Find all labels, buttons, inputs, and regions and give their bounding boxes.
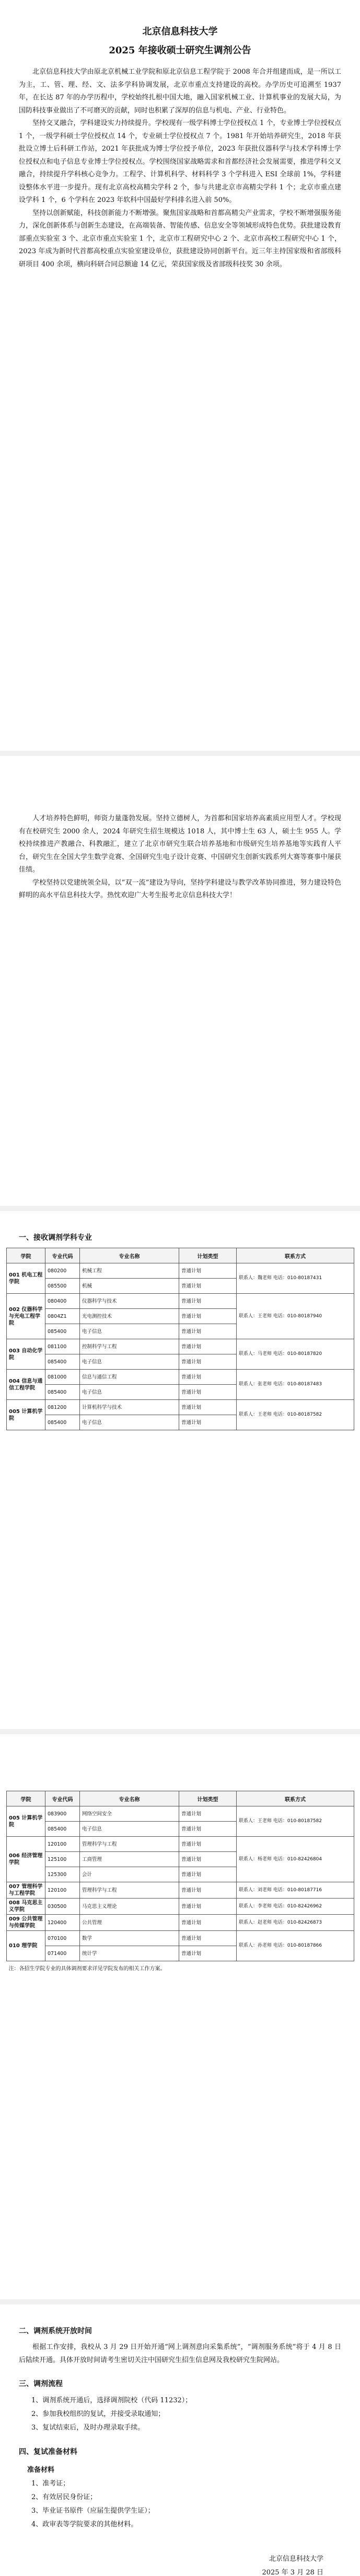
section-heading: 一、接收调剂学科专业 — [19, 1234, 92, 1242]
page-4 — [0, 1734, 360, 2299]
cell-code: 085400 — [45, 1822, 80, 1837]
intro-paragraph: 学校坚持以党建统领全局，以“双一流”建设为导向，坚持学科建设与教学改革协同推进，努力建设特色鲜明的高水平信息科技大学。热忱欢迎广大考生报考北京信息科技大学！ — [19, 878, 341, 899]
cell-plan: 普通计划 — [179, 1339, 237, 1354]
cell-college: 005 计算机学院 — [7, 1806, 45, 1837]
cell-name: 管理科学与工程 — [80, 1882, 179, 1899]
table-header: 联系方式 — [237, 1791, 354, 1806]
list-item: 1、准考证； — [31, 2480, 70, 2488]
cell-code: 080200 — [45, 1263, 80, 1279]
cell-code: 081100 — [45, 1339, 80, 1354]
table-header: 计划类型 — [179, 1791, 237, 1806]
cell-name: 光电测控技术 — [80, 1309, 179, 1324]
cell-code: 0804Z1 — [45, 1309, 80, 1324]
cell-name: 网络空间安全 — [80, 1806, 179, 1822]
cell-plan: 普通计划 — [179, 1279, 237, 1294]
table-header: 联系方式 — [237, 1248, 354, 1263]
cell-name: 统计学 — [80, 1946, 179, 1961]
cell-plan: 普通计划 — [179, 1931, 237, 1946]
cell-name: 电子信息 — [80, 1354, 179, 1370]
cell-plan: 普通计划 — [179, 1946, 237, 1961]
cell-contact: 联系人：王老师 电话：010-80187582 — [237, 1400, 354, 1430]
cell-plan: 普通计划 — [179, 1882, 237, 1899]
list-item: 3、毕业证书原件（应届生提供学生证）； — [31, 2507, 155, 2515]
cell-contact: 联系人：王老师 电话：010-80187940 — [237, 1294, 354, 1339]
table-row — [7, 1837, 354, 1852]
cell-plan: 普通计划 — [179, 1852, 237, 1867]
cell-code: 085400 — [45, 1354, 80, 1370]
page-2 — [0, 756, 360, 1206]
table-row — [7, 1882, 354, 1899]
cell-name: 管理科学与工程 — [80, 1837, 179, 1852]
cell-name: 马克思主义理论 — [80, 1899, 179, 1915]
cell-contact: 联系人：李老师 电话：010-82426962 — [237, 1899, 354, 1915]
table-row — [7, 1370, 354, 1385]
cell-plan: 普通计划 — [179, 1385, 237, 1400]
cell-name: 公共管理 — [80, 1915, 179, 1931]
cell-plan: 普通计划 — [179, 1309, 237, 1324]
cell-contact: 联系人：马老师 电话：010-80187820 — [237, 1339, 354, 1370]
cell-code: 085400 — [45, 1324, 80, 1339]
cell-code: 125300 — [45, 1867, 80, 1882]
cell-plan: 普通计划 — [179, 1400, 237, 1415]
section-heading: 四、复试准备材料 — [19, 2448, 77, 2456]
cell-contact: 联系人：魏老师 电话：010-80187431 — [237, 1263, 354, 1294]
cell-name: 电子信息 — [80, 1415, 179, 1430]
cell-plan: 普通计划 — [179, 1415, 237, 1430]
intro-paragraph: 北京信息科技大学由原北京机械工业学院和原北京信息工程学院于 2008 年合并组建而成，是一所以工为主，工、管、理、经、文、法多学科协调发展，北京市重点支持建设的高校。办学历史可追溯至 1937 年，在长达 87 年的办学历程中，学校始终扎根中国大地，融入国家机械工业、计算机事业的发展大局，为国防科技事业做出了不可磨灭的贡献，同时也积累了深厚的信息与机电、产业、行业特色。 — [19, 68, 341, 115]
cell-plan: 普通计划 — [179, 1370, 237, 1385]
cell-plan: 普通计划 — [179, 1915, 237, 1931]
table-header: 学院 — [7, 1791, 45, 1806]
cell-plan: 普通计划 — [179, 1294, 237, 1309]
page-subtitle: 2025 年接收硕士研究生调剂公告 — [109, 45, 251, 56]
cell-code: 120100 — [45, 1837, 80, 1852]
table-row — [7, 1400, 354, 1415]
signature-org: 北京信息科技大学 — [269, 2555, 323, 2563]
cell-contact: 联系人：王老师 电话：010-80187582 — [237, 1806, 354, 1837]
table-body — [7, 1806, 354, 1961]
cell-code: 120100 — [45, 1882, 80, 1899]
cell-contact: 联系人：张老师 电话：010-80187483 — [237, 1370, 354, 1400]
page-3 — [0, 1211, 360, 1729]
cell-contact: 联系人：孙老师 电话：010-80187866 — [237, 1931, 354, 1961]
cell-contact: 联系人：杨老师 电话：010-82426804 — [237, 1837, 354, 1882]
table-row — [7, 1931, 354, 1946]
table-row — [7, 1806, 354, 1822]
table-row — [7, 1899, 354, 1915]
table-note: 注：各招生学院专业的具体调剂要求详见学院发布的相关工作方案。 — [8, 1965, 166, 1972]
cell-code: 080400 — [45, 1294, 80, 1309]
cell-name: 会计 — [80, 1867, 179, 1882]
cell-plan: 普通计划 — [179, 1899, 237, 1915]
table-row — [7, 1915, 354, 1931]
table-row — [7, 1263, 354, 1279]
cell-name: 机械工程 — [80, 1263, 179, 1279]
cell-plan: 普通计划 — [179, 1822, 237, 1837]
cell-code: 125100 — [45, 1852, 80, 1867]
table-row — [7, 1294, 354, 1309]
cell-college: 003 自动化学院 — [7, 1339, 45, 1370]
cell-code: 085400 — [45, 1385, 80, 1400]
cell-contact: 联系人：刘老师 电话：010-80187716 — [237, 1882, 354, 1899]
table-body — [7, 1263, 354, 1430]
cell-name: 仪器科学与技术 — [80, 1294, 179, 1309]
cell-code: 081200 — [45, 1400, 80, 1415]
cell-college: 001 机电工程学院 — [7, 1263, 45, 1294]
cell-code: 030500 — [45, 1899, 80, 1915]
subsection-heading: 准备材料 — [27, 2466, 55, 2474]
list-item: 1、调剂系统开通后，选择调剂院校（代码 11232）； — [31, 2397, 192, 2404]
cell-college: 010 理学院 — [7, 1931, 45, 1961]
intro-paragraph: 坚持交叉融合，学科建设实力持续提升。学校现有一级学科博士学位授权点 1 个，专业博士学位授权点 1 个，一级学科硕士学位授权点 14 个，专业硕士学位授权点 7 个。1981 年开始培养研究生，2018 年获批设立博士后科研工作站，2021 年获批成为博士学位授予单位，2023 年获批仪器科学与技术学科博士学位授权点和电子信息专业博士学位授权点。学校围绕国家战略需求和首都经济社会发展需要，推进学科交叉融合，持续提升学科核心竞争力。工程学、计算机科学、材料科学 3 个学科进入 ESI 全球前 1%，学科建设整体水平进一步提升。现有北京高校高精尖学科 2 个，参与共建北京市高精尖学科 1 个；北京市重点建设学科 1 个，6 个学科在 2023 年软科中国最好学科排名进入前 50%。 — [19, 119, 341, 204]
section-heading: 三、调剂流程 — [19, 2380, 63, 2388]
cell-plan: 普通计划 — [179, 1263, 237, 1279]
cell-plan: 普通计划 — [179, 1867, 237, 1882]
cell-name: 信息与通信工程 — [80, 1370, 179, 1385]
cell-name: 电子信息 — [80, 1324, 179, 1339]
cell-plan: 普通计划 — [179, 1354, 237, 1370]
admission-table — [6, 1791, 354, 1976]
cell-name: 电子信息 — [80, 1385, 179, 1400]
table-header: 专业名称 — [80, 1791, 179, 1806]
cell-college: 004 信息与通信工程学院 — [7, 1370, 45, 1400]
list-item: 2、有效居民身份证； — [31, 2493, 97, 2501]
list-item: 4、政审表等学院要求的其他材料。 — [31, 2521, 138, 2528]
table-row — [7, 1339, 354, 1354]
cell-plan: 普通计划 — [179, 1324, 237, 1339]
cell-name: 工商管理 — [80, 1852, 179, 1867]
page-5 — [0, 2304, 360, 2576]
cell-name: 控制科学与工程 — [80, 1339, 179, 1354]
cell-name: 计算机科学与技术 — [80, 1400, 179, 1415]
table-header: 专业名称 — [80, 1248, 179, 1263]
cell-college: 007 管理科学与工程学院 — [7, 1882, 45, 1899]
cell-code: 081000 — [45, 1370, 80, 1385]
cell-code: 120400 — [45, 1915, 80, 1931]
cell-code: 070100 — [45, 1931, 80, 1946]
cell-code: 085500 — [45, 1279, 80, 1294]
cell-name: 机械 — [80, 1279, 179, 1294]
cell-plan: 普通计划 — [179, 1837, 237, 1852]
list-item: 3、复试结束后，及时办理录取手续。 — [31, 2424, 145, 2432]
table-header: 专业代码 — [45, 1791, 80, 1806]
table-header: 学院 — [7, 1248, 45, 1263]
cell-name: 电子信息 — [80, 1822, 179, 1837]
section-heading: 二、调剂系统开放时间 — [19, 2327, 92, 2335]
cell-code: 071400 — [45, 1946, 80, 1961]
cell-name: 数学 — [80, 1931, 179, 1946]
cell-code: 085400 — [45, 1415, 80, 1430]
section-paragraph: 根据工作安排，我校从 3 月 29 日开始开通“网上调剂意向采集系统”，“调剂服务系统”将于 4 月 8 日后陆续开通。具体开放时间请考生密切关注中国研究生招生信息网及我校研究生院网站。 — [19, 2343, 341, 2364]
intro-paragraph: 坚持以创新赋能，科技创新能力不断增强。聚焦国家战略和首都高精尖产业需求，学校不断增强服务能力，深化创新体系与创新生态建设，在高端装备、智能传感、信息安全等领域形成特色优势。获批建设教育部重点实验室 3 个、北京市重点实验室 1 个，北京市工程研究中心 2 个、北京市高校工程研究中心 1 个，2023 年成为新时代首都高校重点实验室建设单位，获批建设协同创新平台。近三年主持国家级和省部级科研项目 400 余项，横向科研合同总额逾 14 亿元，荣获国家级及省部级科技奖 30 余项。 — [19, 209, 341, 268]
cell-plan: 普通计划 — [179, 1806, 237, 1822]
cell-college: 002 仪器科学与光电工程学院 — [7, 1294, 45, 1339]
table-header: 计划类型 — [179, 1248, 237, 1263]
cell-college: 008 马克思主义学院 — [7, 1899, 45, 1915]
admission-table — [6, 1248, 354, 1430]
signature-date: 2025 年 3 月 28 日 — [262, 2569, 323, 2576]
cell-code: 083900 — [45, 1806, 80, 1822]
list-item: 2、参加我校组织的复试，并接受录取通知； — [31, 2410, 165, 2418]
cell-college: 009 公共管理与传媒学院 — [7, 1915, 45, 1931]
table-header: 专业代码 — [45, 1248, 80, 1263]
intro-paragraph: 人才培养特色鲜明，师资力量蓬勃发展。坚持立德树人，为首都和国家培养高素质应用型人才。学校现有在校研究生 2000 余人，2024 年研究生招生规模达 1018 人，其中博士生 63 人，硕士生 955 人。学校持续推进产教融合、科教融汇，建立了北京市研究生联合培养基地和市级研究生培养基地等实践育人平台，研究生在全国大学生数学竞赛、全国研究生电子设计竞赛、中国研究生创新实践系列大赛等赛事中屡获佳绩。 — [19, 815, 341, 874]
page-1 — [0, 0, 360, 751]
cell-college: 005 计算机学院 — [7, 1400, 45, 1430]
page-title: 北京信息科技大学 — [142, 26, 218, 37]
cell-college: 006 经济管理学院 — [7, 1837, 45, 1882]
cell-contact: 联系人：赵老师 电话：010-82426873 — [237, 1915, 354, 1931]
